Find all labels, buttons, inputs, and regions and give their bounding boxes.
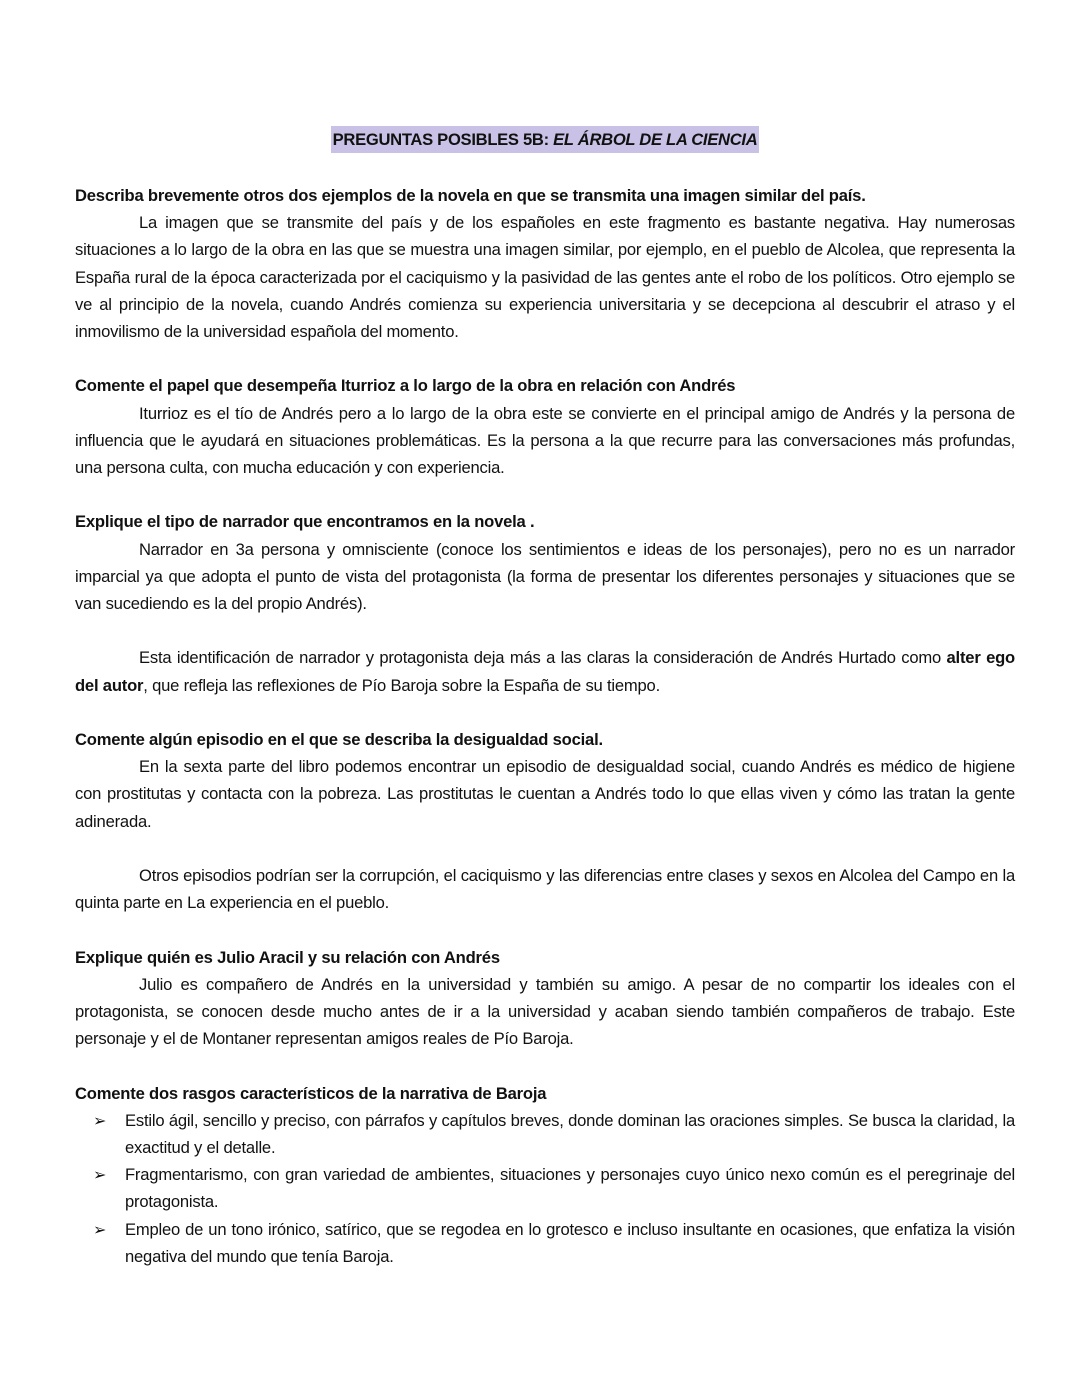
answer-3-paragraph-2 bbox=[75, 644, 1015, 698]
list-item-text: Fragmentarismo, con gran variedad de ambientes, situaciones y personajes cuyo único nexo común es el peregrinaje del protagonista. bbox=[125, 1165, 1015, 1212]
spacer bbox=[75, 699, 1015, 726]
spacer bbox=[75, 617, 1015, 644]
answer-3-paragraph-2-start: Esta identificación de narrador y protagonista deja más a las claras la consideración de Andrés Hurtado como bbox=[139, 648, 947, 668]
spacer bbox=[75, 481, 1015, 508]
question-2: Comente el papel que desempeña Iturrioz a lo largo de la obra en relación con Andrés bbox=[75, 376, 736, 396]
title-italic: EL ÁRBOL DE LA CIENCIA bbox=[553, 130, 758, 149]
answer-2-paragraph-1: Iturrioz es el tío de Andrés pero a lo largo de la obra este se convierte en el principal amigo de Andrés y la persona de influencia que le ayudará en situaciones problemáticas. Es la persona a la que recurre para las conversaciones más profundas, una persona culta, con mucha educación y con experiencia. bbox=[75, 403, 1015, 478]
question-5: Explique quién es Julio Aracil y su relación con Andrés bbox=[75, 947, 500, 967]
question-4: Comente algún episodio en el que se describa la desigualdad social. bbox=[75, 730, 603, 749]
alter-ego-emphasis: alter ego del autor bbox=[75, 648, 1015, 695]
traits-list bbox=[75, 1107, 1015, 1270]
list-item bbox=[93, 1107, 1015, 1161]
answer-1-paragraph-1: La imagen que se transmite del país y de los españoles en este fragmento es bastante negativa. Hay numerosas situaciones a lo largo de la obra en las que se muestra una imagen similar, por ejemplo, en el pueblo de Alcolea, que representa la España rural de la época caracterizada por el caciquismo y la pasividad de las gentes ante el robo de los políticos. Otro ejemplo se ve al principio de la novela, cuando Andrés comienza su experiencia universitaria y se decepciona al descubrir el atraso y el inmovilismo de la universidad española del momento. bbox=[75, 213, 1015, 342]
answer-3-paragraph-1: Narrador en 3a persona y omnisciente (conoce los sentimientos e ideas de los personajes), pero no es un narrador imparcial ya que adopta el punto de vista del protagonista (la forma de presentar los diferentes personajes y situaciones que se van sucediendo es la del propio Andrés). bbox=[75, 539, 1015, 614]
arrow-bullet-icon: ➢ bbox=[93, 1165, 107, 1185]
arrow-bullet-icon: ➢ bbox=[93, 1219, 107, 1239]
spacer bbox=[75, 835, 1015, 862]
document-title bbox=[331, 126, 760, 153]
spacer bbox=[75, 1052, 1015, 1079]
list-item bbox=[93, 1161, 1015, 1215]
answer-3-paragraph-2-end: , que refleja las reflexiones de Pío Baroja sobre la España de su tiempo. bbox=[143, 675, 660, 695]
title-wrap bbox=[75, 126, 1015, 153]
answer-5-paragraph-1: Julio es compañero de Andrés en la universidad y también su amigo. A pesar de no compartir los ideales con el protagonista, se conocen desde mucho antes de ir a la universidad y acaban siendo también compañeros de trabajo. Este personaje y el de Montaner representan amigos reales de Pío Baroja. bbox=[75, 974, 1015, 1049]
title-prefix: PREGUNTAS POSIBLES 5B: bbox=[332, 130, 554, 149]
document-page bbox=[75, 126, 1015, 1270]
question-3: Explique el tipo de narrador que encontramos en la novela . bbox=[75, 512, 535, 532]
question-1: Describa brevemente otros dos ejemplos de la novela en que se transmita una imagen similar del país. bbox=[75, 186, 866, 205]
arrow-bullet-icon: ➢ bbox=[93, 1110, 107, 1130]
question-6: Comente dos rasgos característicos de la narrativa de Baroja bbox=[75, 1083, 547, 1103]
answer-4-paragraph-2: Otros episodios podrían ser la corrupción, el caciquismo y las diferencias entre clases y sexos en Alcolea del Campo en la quinta parte en La experiencia en el pueblo. bbox=[75, 866, 1015, 913]
list-item-text: Empleo de un tono irónico, satírico, que se regodea en lo grotesco e incluso insultante en ocasiones, que enfatiza la visión negativa del mundo que tenía Baroja. bbox=[125, 1219, 1015, 1266]
answer-4-paragraph-1: En la sexta parte del libro podemos encontrar un episodio de desigualdad social, cuando Andrés es médico de higiene con prostitutas y contacta con la pobreza. Las prostitutas le cuentan a Andrés todo lo que ellas viven y cómo las tratan la gente adinerada. bbox=[75, 757, 1015, 831]
spacer bbox=[75, 916, 1015, 943]
list-item bbox=[93, 1216, 1015, 1270]
list-item-text: Estilo ágil, sencillo y preciso, con párrafos y capítulos breves, donde dominan las oraciones simples. Se busca la claridad, la exactitud y el detalle. bbox=[125, 1110, 1015, 1157]
spacer bbox=[75, 345, 1015, 372]
